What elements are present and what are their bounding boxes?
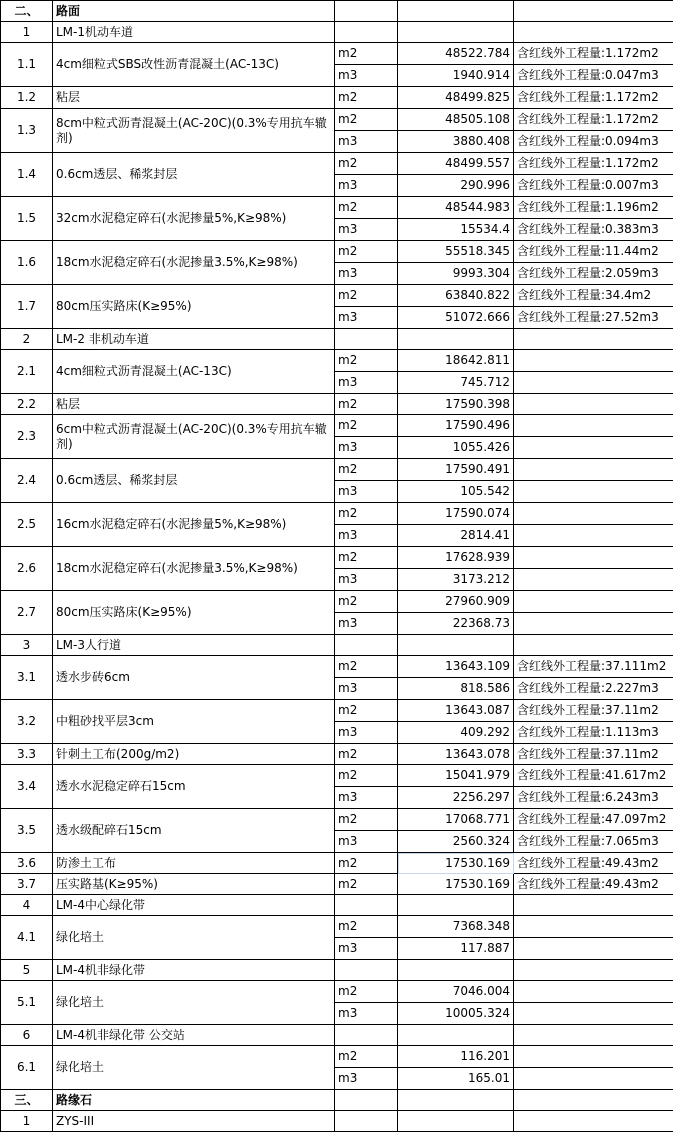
quantity-cell[interactable]: 48544.983 [398, 197, 514, 219]
item-number-cell[interactable]: 1 [1, 1111, 53, 1132]
unit-cell[interactable]: m2 [335, 700, 398, 722]
quantity-cell[interactable] [398, 1025, 514, 1046]
item-name-cell[interactable]: 4cm细粒式SBS改性沥青混凝土(AC-13C) [53, 43, 335, 87]
item-number-cell[interactable]: 1.4 [1, 153, 53, 197]
table-row [1, 635, 673, 656]
item-number-cell[interactable]: 2.5 [1, 503, 53, 547]
item-number-cell[interactable]: 2.7 [1, 591, 53, 635]
quantity-cell[interactable]: 13643.109 [398, 656, 514, 678]
table-row [1, 895, 673, 916]
note-cell[interactable]: 含红线外工程量:6.243m3 [514, 787, 673, 809]
unit-cell[interactable]: m3 [335, 263, 398, 285]
table-row [1, 285, 673, 307]
table-row [1, 394, 673, 415]
note-cell[interactable]: 含红线外工程量:0.047m3 [514, 65, 673, 87]
quantity-cell[interactable]: 55518.345 [398, 241, 514, 263]
item-number-cell[interactable]: 1.2 [1, 87, 53, 109]
item-name-cell[interactable]: 18cm水泥稳定碎石(水泥掺量3.5%,K≥98%) [53, 547, 335, 591]
note-cell[interactable] [514, 1025, 673, 1046]
unit-cell[interactable]: m2 [335, 853, 398, 874]
item-name-cell[interactable]: 4cm细粒式沥青混凝土(AC-13C) [53, 350, 335, 394]
item-name-cell[interactable]: 绿化培土 [53, 1046, 335, 1090]
item-number-cell[interactable]: 二、 [1, 1, 53, 22]
unit-cell[interactable]: m3 [335, 831, 398, 853]
quantity-cell[interactable]: 27960.909 [398, 591, 514, 613]
quantity-cell[interactable]: 7368.348 [398, 916, 514, 938]
unit-cell[interactable]: m3 [335, 131, 398, 153]
note-cell[interactable]: 含红线外工程量:41.617m2 [514, 765, 673, 787]
quantity-table-body [1, 1, 673, 1132]
unit-cell[interactable]: m2 [335, 241, 398, 263]
table-row [1, 22, 673, 43]
item-name-cell[interactable]: 0.6cm透层、稀浆封层 [53, 459, 335, 503]
table-row [1, 700, 673, 722]
note-cell[interactable]: 含红线外工程量:0.383m3 [514, 219, 673, 241]
unit-cell[interactable]: m2 [335, 765, 398, 787]
item-number-cell[interactable]: 5 [1, 960, 53, 981]
note-cell[interactable]: 含红线外工程量:7.065m3 [514, 831, 673, 853]
table-row [1, 109, 673, 131]
quantity-cell[interactable]: 15041.979 [398, 765, 514, 787]
item-number-cell[interactable]: 4 [1, 895, 53, 916]
item-number-cell[interactable]: 1 [1, 22, 53, 43]
quantity-cell[interactable]: 17590.491 [398, 459, 514, 481]
note-cell[interactable]: 含红线外工程量:37.11m2 [514, 700, 673, 722]
table-row [1, 765, 673, 787]
section-header-row [1, 1, 673, 22]
quantity-cell[interactable]: 1940.914 [398, 65, 514, 87]
unit-cell[interactable]: m2 [335, 285, 398, 307]
item-name-cell[interactable]: 粘层 [53, 394, 335, 415]
item-name-cell[interactable]: 6cm中粒式沥青混凝土(AC-20C)(0.3%专用抗车辙剂) [53, 415, 335, 459]
table-row [1, 1046, 673, 1068]
table-row [1, 153, 673, 175]
quantity-cell[interactable]: 17590.496 [398, 415, 514, 437]
note-cell[interactable] [514, 1111, 673, 1132]
unit-cell[interactable]: m2 [335, 43, 398, 65]
item-number-cell[interactable]: 3.2 [1, 700, 53, 744]
note-cell[interactable]: 含红线外工程量:49.43m2 [514, 874, 673, 895]
note-cell[interactable] [514, 459, 673, 481]
table-row [1, 415, 673, 437]
note-cell[interactable] [514, 1090, 673, 1111]
unit-cell[interactable]: m2 [335, 197, 398, 219]
note-cell[interactable]: 含红线外工程量:0.007m3 [514, 175, 673, 197]
note-cell[interactable] [514, 415, 673, 437]
table-row [1, 809, 673, 831]
unit-cell[interactable]: m3 [335, 722, 398, 744]
quantity-cell[interactable]: 7046.004 [398, 981, 514, 1003]
unit-cell[interactable]: m3 [335, 1003, 398, 1025]
unit-cell[interactable]: m2 [335, 87, 398, 109]
unit-cell[interactable]: m3 [335, 65, 398, 87]
quantity-cell[interactable]: 51072.666 [398, 307, 514, 329]
unit-cell[interactable]: m2 [335, 153, 398, 175]
item-name-cell[interactable]: LM-1机动车道 [53, 22, 335, 43]
quantity-cell[interactable] [398, 1090, 514, 1111]
note-cell[interactable] [514, 895, 673, 916]
item-number-cell[interactable]: 2.2 [1, 394, 53, 415]
note-cell[interactable] [514, 437, 673, 459]
item-name-cell[interactable]: 绿化培土 [53, 981, 335, 1025]
note-cell[interactable]: 含红线外工程量:34.4m2 [514, 285, 673, 307]
quantity-cell[interactable]: 17590.074 [398, 503, 514, 525]
table-row [1, 916, 673, 938]
item-name-cell[interactable]: 粘层 [53, 87, 335, 109]
note-cell[interactable] [514, 525, 673, 547]
quantity-cell[interactable] [398, 960, 514, 981]
unit-cell[interactable]: m2 [335, 744, 398, 765]
unit-cell[interactable]: m2 [335, 415, 398, 437]
table-row [1, 87, 673, 109]
quantity-cell[interactable]: 1055.426 [398, 437, 514, 459]
quantity-cell[interactable] [398, 1111, 514, 1132]
item-name-cell[interactable]: LM-3人行道 [53, 635, 335, 656]
item-name-cell[interactable]: 18cm水泥稳定碎石(水泥掺量3.5%,K≥98%) [53, 241, 335, 285]
item-number-cell[interactable]: 3.5 [1, 809, 53, 853]
quantity-cell[interactable] [398, 895, 514, 916]
item-number-cell[interactable]: 2.6 [1, 547, 53, 591]
unit-cell[interactable]: m3 [335, 1068, 398, 1090]
item-name-cell[interactable]: 防渗土工布 [53, 853, 335, 874]
quantity-cell[interactable]: 63840.822 [398, 285, 514, 307]
note-cell[interactable] [514, 981, 673, 1003]
item-name-cell[interactable]: 压实路基(K≥95%) [53, 874, 335, 895]
item-number-cell[interactable]: 2.1 [1, 350, 53, 394]
unit-cell[interactable] [335, 635, 398, 656]
table-row [1, 350, 673, 372]
unit-cell[interactable] [335, 1111, 398, 1132]
unit-cell[interactable]: m2 [335, 109, 398, 131]
item-name-cell[interactable]: 16cm水泥稳定碎石(水泥掺量5%,K≥98%) [53, 503, 335, 547]
item-number-cell[interactable]: 2 [1, 329, 53, 350]
unit-cell[interactable] [335, 1025, 398, 1046]
item-number-cell[interactable]: 6 [1, 1025, 53, 1046]
unit-cell[interactable]: m3 [335, 525, 398, 547]
note-cell[interactable] [514, 372, 673, 394]
note-cell[interactable]: 含红线外工程量:11.44m2 [514, 241, 673, 263]
quantity-cell[interactable]: 105.542 [398, 481, 514, 503]
note-cell[interactable]: 含红线外工程量:1.113m3 [514, 722, 673, 744]
table-row [1, 1111, 673, 1132]
unit-cell[interactable]: m2 [335, 916, 398, 938]
item-number-cell[interactable]: 3 [1, 635, 53, 656]
note-cell[interactable] [514, 1003, 673, 1025]
quantity-cell[interactable]: 818.586 [398, 678, 514, 700]
quantity-cell[interactable]: 3880.408 [398, 131, 514, 153]
quantity-cell[interactable]: 17530.169 [398, 874, 514, 895]
item-number-cell[interactable]: 1.3 [1, 109, 53, 153]
quantity-cell[interactable]: 15534.4 [398, 219, 514, 241]
table-row [1, 459, 673, 481]
item-name-cell[interactable]: 0.6cm透层、稀浆封层 [53, 153, 335, 197]
item-number-cell[interactable]: 3.4 [1, 765, 53, 809]
item-name-cell[interactable]: LM-2 非机动车道 [53, 329, 335, 350]
note-cell[interactable] [514, 569, 673, 591]
item-name-cell[interactable]: 针刺土工布(200g/m2) [53, 744, 335, 765]
quantity-cell[interactable]: 290.996 [398, 175, 514, 197]
unit-cell[interactable]: m3 [335, 437, 398, 459]
unit-cell[interactable]: m2 [335, 591, 398, 613]
item-name-cell[interactable]: 路缘石 [53, 1090, 335, 1111]
unit-cell[interactable] [335, 1090, 398, 1111]
note-cell[interactable] [514, 22, 673, 43]
table-row [1, 874, 673, 895]
unit-cell[interactable]: m2 [335, 394, 398, 415]
table-row [1, 241, 673, 263]
quantity-cell[interactable]: 48499.825 [398, 87, 514, 109]
item-number-cell[interactable]: 2.3 [1, 415, 53, 459]
note-cell[interactable] [514, 503, 673, 525]
table-row [1, 197, 673, 219]
quantity-cell[interactable]: 116.201 [398, 1046, 514, 1068]
item-number-cell[interactable]: 3.3 [1, 744, 53, 765]
quantity-cell[interactable]: 17068.771 [398, 809, 514, 831]
item-number-cell[interactable]: 1.5 [1, 197, 53, 241]
unit-cell[interactable]: m3 [335, 613, 398, 635]
unit-cell[interactable]: m3 [335, 372, 398, 394]
unit-cell[interactable]: m3 [335, 307, 398, 329]
note-cell[interactable] [514, 916, 673, 938]
table-row [1, 503, 673, 525]
unit-cell[interactable] [335, 1, 398, 22]
table-row [1, 656, 673, 678]
note-cell[interactable]: 含红线外工程量:1.172m2 [514, 153, 673, 175]
quantity-cell[interactable]: 48522.784 [398, 43, 514, 65]
quantity-cell[interactable]: 2814.41 [398, 525, 514, 547]
unit-cell[interactable]: m3 [335, 481, 398, 503]
item-name-cell[interactable]: 绿化培土 [53, 916, 335, 960]
item-number-cell[interactable]: 2.4 [1, 459, 53, 503]
note-cell[interactable]: 含红线外工程量:1.196m2 [514, 197, 673, 219]
table-row [1, 981, 673, 1003]
note-cell[interactable] [514, 591, 673, 613]
unit-cell[interactable]: m2 [335, 350, 398, 372]
note-cell[interactable]: 含红线外工程量:2.227m3 [514, 678, 673, 700]
note-cell[interactable]: 含红线外工程量:1.172m2 [514, 43, 673, 65]
table-row [1, 744, 673, 765]
quantity-cell[interactable] [398, 1, 514, 22]
quantity-cell[interactable]: 13643.087 [398, 700, 514, 722]
quantity-cell[interactable]: 409.292 [398, 722, 514, 744]
note-cell[interactable] [514, 1, 673, 22]
quantity-cell[interactable]: 18642.811 [398, 350, 514, 372]
item-number-cell[interactable]: 6.1 [1, 1046, 53, 1090]
item-name-cell[interactable]: LM-4中心绿化带 [53, 895, 335, 916]
note-cell[interactable] [514, 350, 673, 372]
item-number-cell[interactable]: 5.1 [1, 981, 53, 1025]
note-cell[interactable] [514, 938, 673, 960]
quantity-cell[interactable]: 745.712 [398, 372, 514, 394]
quantity-cell[interactable] [398, 22, 514, 43]
quantity-cell[interactable]: 117.887 [398, 938, 514, 960]
unit-cell[interactable]: m2 [335, 459, 398, 481]
quantity-cell[interactable]: 48499.557 [398, 153, 514, 175]
item-name-cell[interactable]: 32cm水泥稳定碎石(水泥掺量5%,K≥98%) [53, 197, 335, 241]
unit-cell[interactable]: m3 [335, 569, 398, 591]
table-row [1, 547, 673, 569]
item-name-cell[interactable]: ZYS-III [53, 1111, 335, 1132]
unit-cell[interactable] [335, 960, 398, 981]
item-name-cell[interactable]: 透水级配碎石15cm [53, 809, 335, 853]
item-number-cell[interactable]: 4.1 [1, 916, 53, 960]
unit-cell[interactable]: m3 [335, 787, 398, 809]
quantity-cell[interactable]: 9993.304 [398, 263, 514, 285]
note-cell[interactable] [514, 1046, 673, 1068]
note-cell[interactable]: 含红线外工程量:37.111m2 [514, 656, 673, 678]
unit-cell[interactable]: m2 [335, 656, 398, 678]
item-name-cell[interactable]: 80cm压实路床(K≥95%) [53, 591, 335, 635]
unit-cell[interactable]: m3 [335, 678, 398, 700]
note-cell[interactable]: 含红线外工程量:1.172m2 [514, 109, 673, 131]
unit-cell[interactable] [335, 329, 398, 350]
item-name-cell[interactable]: 8cm中粒式沥青混凝土(AC-20C)(0.3%专用抗车辙剂) [53, 109, 335, 153]
table-row [1, 1025, 673, 1046]
item-number-cell[interactable]: 1.7 [1, 285, 53, 329]
quantity-cell[interactable]: 2256.297 [398, 787, 514, 809]
quantity-cell[interactable]: 17530.169 [398, 853, 514, 874]
item-name-cell[interactable]: LM-4机非绿化带 [53, 960, 335, 981]
quantity-cell[interactable]: 10005.324 [398, 1003, 514, 1025]
item-name-cell[interactable]: 80cm压实路床(K≥95%) [53, 285, 335, 329]
table-row [1, 853, 673, 874]
item-number-cell[interactable]: 3.7 [1, 874, 53, 895]
note-cell[interactable] [514, 613, 673, 635]
note-cell[interactable]: 含红线外工程量:37.11m2 [514, 744, 673, 765]
note-cell[interactable]: 含红线外工程量:2.059m3 [514, 263, 673, 285]
unit-cell[interactable]: m2 [335, 981, 398, 1003]
unit-cell[interactable] [335, 22, 398, 43]
quantity-cell[interactable] [398, 329, 514, 350]
note-cell[interactable]: 含红线外工程量:27.52m3 [514, 307, 673, 329]
note-cell[interactable] [514, 635, 673, 656]
quantity-cell[interactable]: 17628.939 [398, 547, 514, 569]
item-number-cell[interactable]: 1.6 [1, 241, 53, 285]
note-cell[interactable] [514, 394, 673, 415]
item-name-cell[interactable]: 中粗砂找平层3cm [53, 700, 335, 744]
note-cell[interactable]: 含红线外工程量:47.097m2 [514, 809, 673, 831]
quantity-cell[interactable]: 3173.212 [398, 569, 514, 591]
item-number-cell[interactable]: 1.1 [1, 43, 53, 87]
table-row [1, 43, 673, 65]
quantity-cell[interactable]: 13643.078 [398, 744, 514, 765]
note-cell[interactable] [514, 960, 673, 981]
note-cell[interactable] [514, 329, 673, 350]
unit-cell[interactable]: m3 [335, 219, 398, 241]
note-cell[interactable] [514, 547, 673, 569]
table-row [1, 960, 673, 981]
note-cell[interactable] [514, 481, 673, 503]
unit-cell[interactable]: m3 [335, 938, 398, 960]
unit-cell[interactable]: m2 [335, 874, 398, 895]
unit-cell[interactable]: m2 [335, 503, 398, 525]
quantity-cell[interactable] [398, 635, 514, 656]
note-cell[interactable]: 含红线外工程量:1.172m2 [514, 87, 673, 109]
unit-cell[interactable] [335, 895, 398, 916]
quantity-cell[interactable]: 17590.398 [398, 394, 514, 415]
note-cell[interactable] [514, 1068, 673, 1090]
quantity-cell[interactable]: 165.01 [398, 1068, 514, 1090]
unit-cell[interactable]: m2 [335, 1046, 398, 1068]
item-name-cell[interactable]: LM-4机非绿化带 公交站 [53, 1025, 335, 1046]
item-number-cell[interactable]: 三、 [1, 1090, 53, 1111]
note-cell[interactable]: 含红线外工程量:0.094m3 [514, 131, 673, 153]
section-header-row [1, 1090, 673, 1111]
quantity-cell[interactable]: 22368.73 [398, 613, 514, 635]
quantity-cell[interactable]: 2560.324 [398, 831, 514, 853]
quantity-cell[interactable]: 48505.108 [398, 109, 514, 131]
item-number-cell[interactable]: 3.1 [1, 656, 53, 700]
unit-cell[interactable]: m2 [335, 547, 398, 569]
table-row [1, 329, 673, 350]
item-name-cell[interactable]: 路面 [53, 1, 335, 22]
item-name-cell[interactable]: 透水水泥稳定碎石15cm [53, 765, 335, 809]
note-cell[interactable]: 含红线外工程量:49.43m2 [514, 853, 673, 874]
unit-cell[interactable]: m3 [335, 175, 398, 197]
table-row [1, 591, 673, 613]
item-number-cell[interactable]: 3.6 [1, 853, 53, 874]
unit-cell[interactable]: m2 [335, 809, 398, 831]
item-name-cell[interactable]: 透水步砖6cm [53, 656, 335, 700]
